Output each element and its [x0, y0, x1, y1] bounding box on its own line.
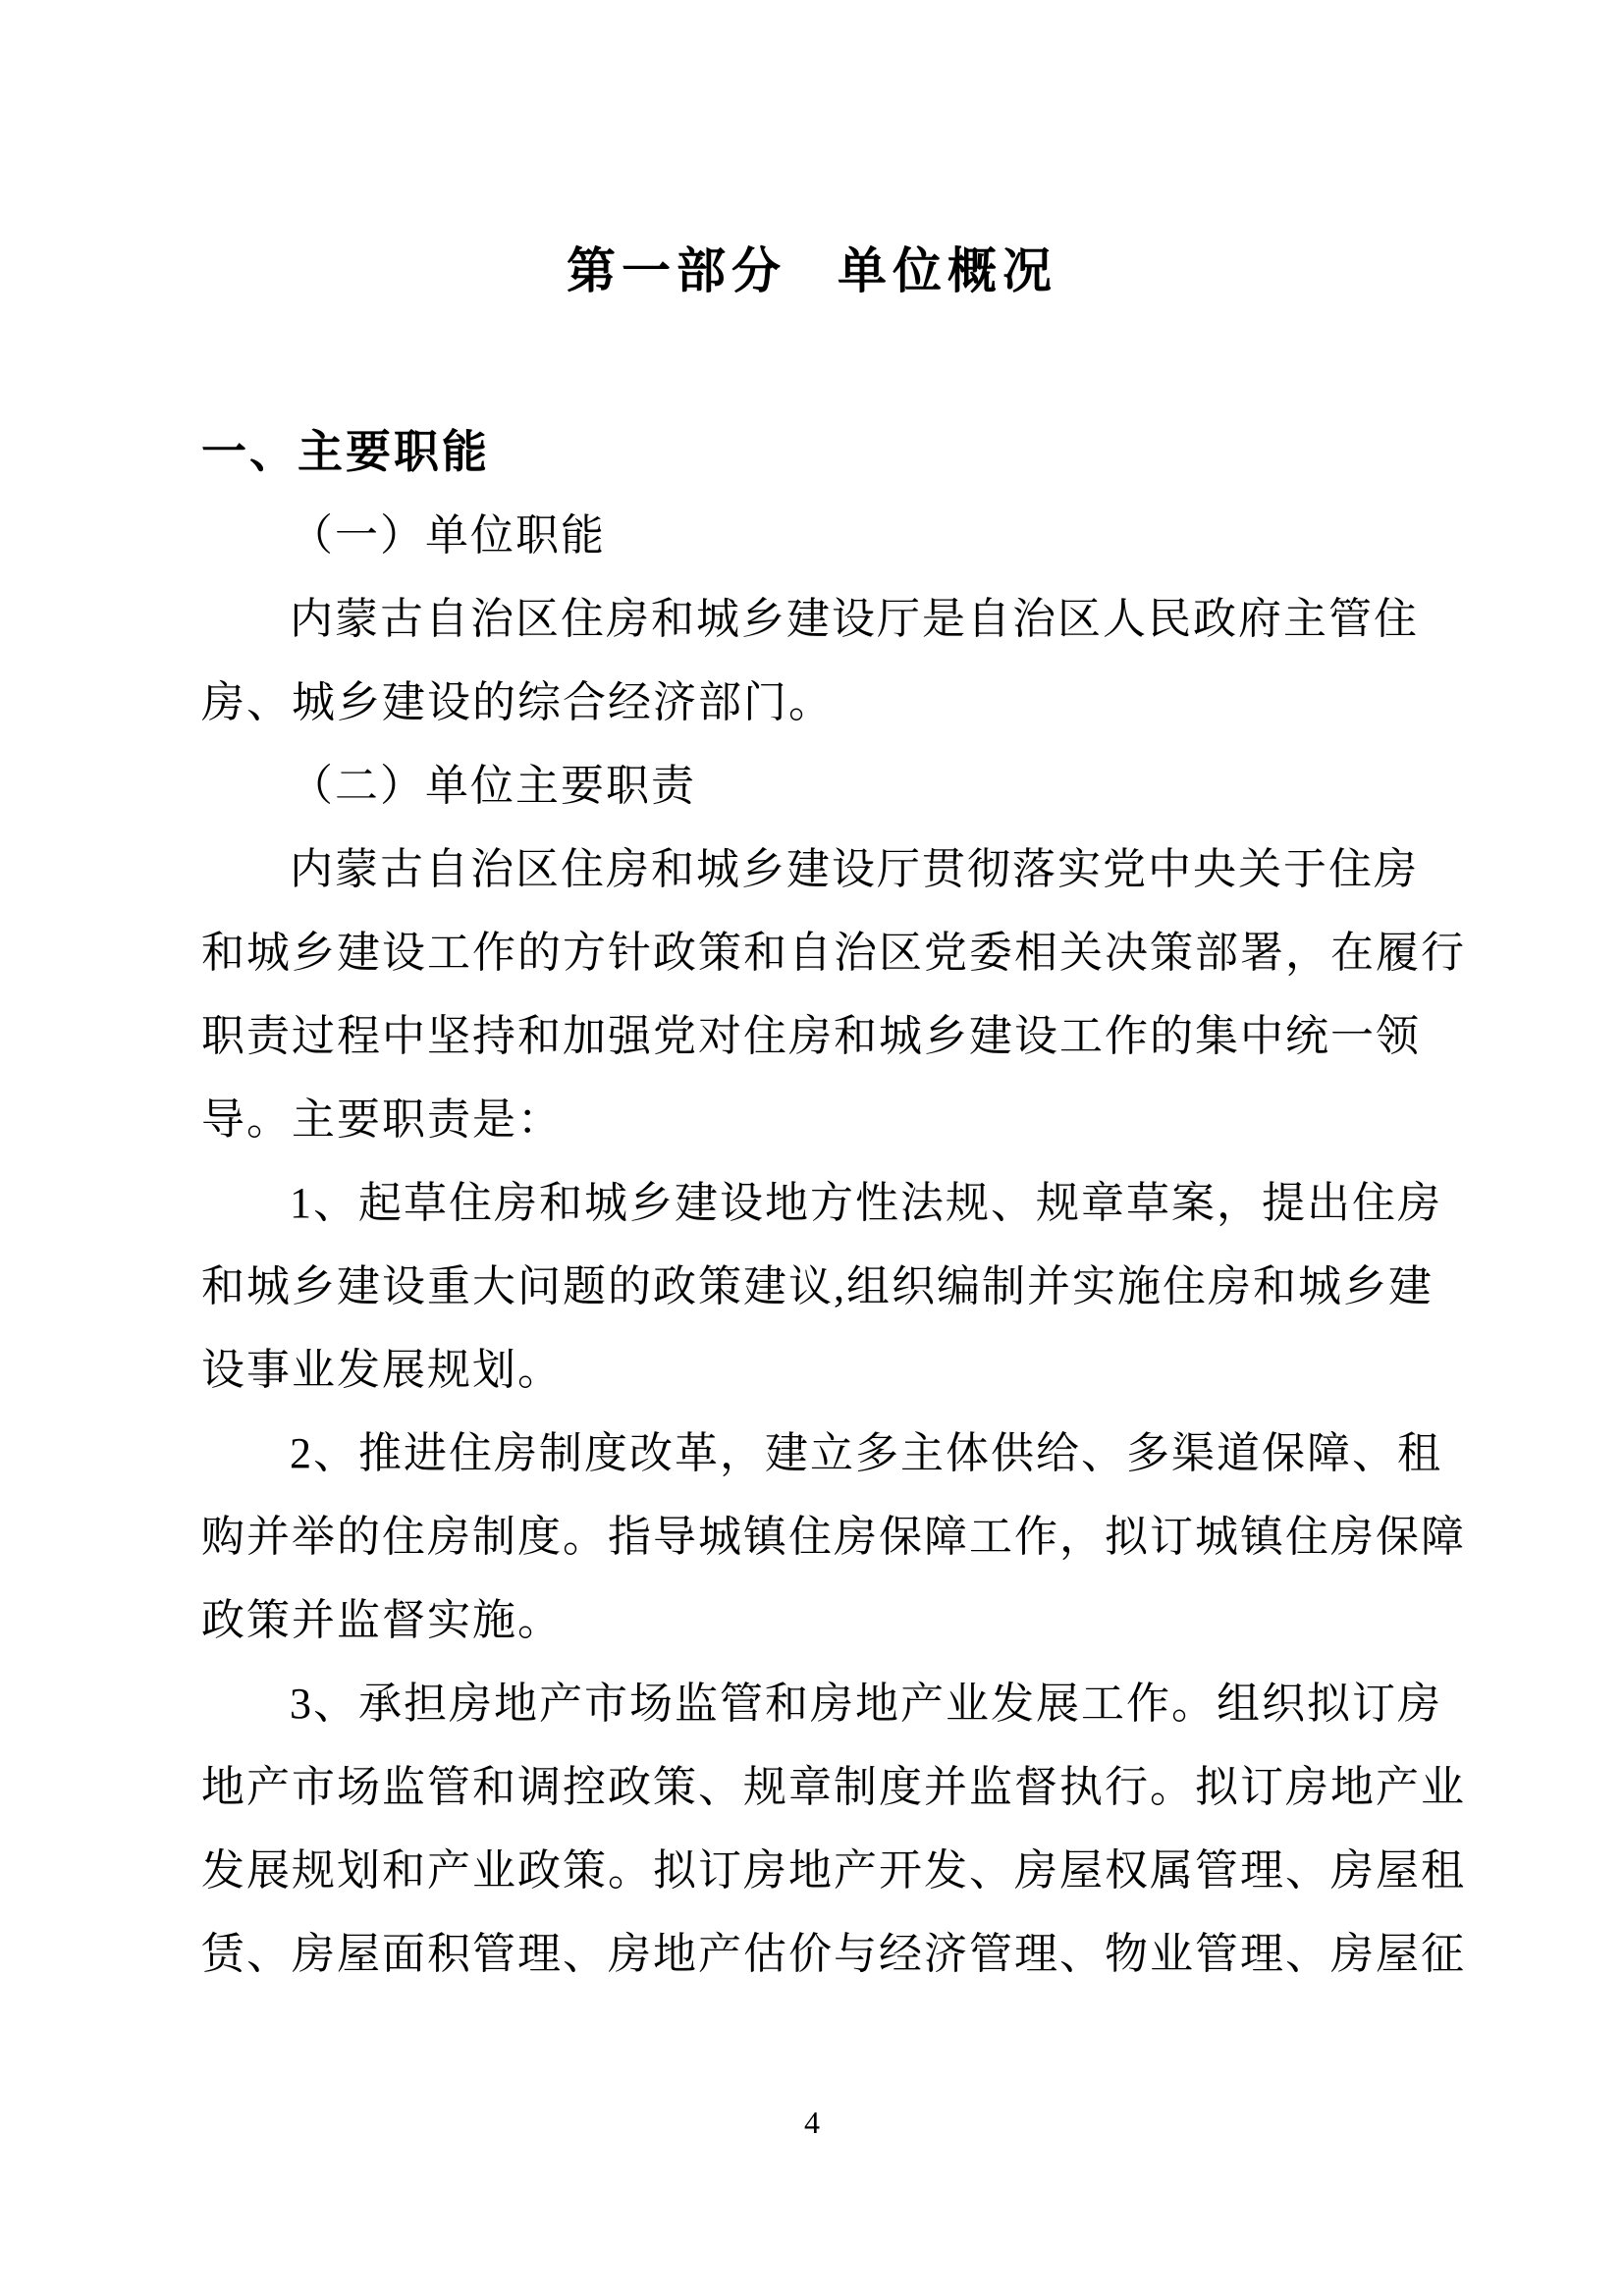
page-title: [0, 239, 1624, 303]
body-line: 导。主要职责是：: [201, 1095, 563, 1144]
duty-item-2-line: 2、推进住房制度改革，建立多主体供给、多渠道保障、租: [290, 1429, 1442, 1477]
duty-item-3-line: 3、承担房地产市场监管和房地产业发展工作。组织拟订房: [290, 1680, 1442, 1728]
duty-item-1-line: 1、起草住房和城乡建设地方性法规、规章草案，提出住房: [290, 1179, 1442, 1227]
duty-item-2-line: 购并举的住房制度。指导城镇住房保障工作，拟订城镇住房保障: [201, 1513, 1466, 1561]
subheading-unit-duties: （二）单位主要职责: [290, 762, 696, 810]
heading-main-functions: 一、主要职能: [201, 426, 490, 477]
page-title-part2: 单位概况: [838, 243, 1057, 298]
page-number: 4: [804, 2105, 820, 2140]
duty-item-2-line: 政策并监督实施。: [201, 1596, 563, 1644]
body-line: 内蒙古自治区住房和城乡建设厅贯彻落实党中央关于住房: [290, 845, 1419, 893]
body-line: 职责过程中坚持和加强党对住房和城乡建设工作的集中统一领: [201, 1012, 1421, 1060]
duty-item-3-line: 赁、房屋面积管理、房地产估价与经济管理、物业管理、房屋征: [201, 1930, 1466, 1978]
body-line: 房、城乡建设的综合经济部门。: [201, 678, 834, 726]
document-body: [201, 410, 1466, 1996]
duty-item-1-line: 和城乡建设重大问题的政策建议,组织编制并实施住房和城乡建: [201, 1262, 1434, 1310]
duty-item-3-line: 发展规划和产业政策。拟订房地产开发、房屋权属管理、房屋租: [201, 1846, 1466, 1895]
body-line: 内蒙古自治区住房和城乡建设厅是自治区人民政府主管住: [290, 595, 1419, 643]
page-title-part1: 第一部分: [567, 243, 786, 298]
duty-item-1-line: 设事业发展规划。: [201, 1346, 563, 1394]
subheading-unit-functions: （一）单位职能: [290, 511, 606, 560]
body-line: 和城乡建设工作的方针政策和自治区党委相关决策部署，在履行: [201, 929, 1466, 977]
duty-item-3-line: 地产市场监管和调控政策、规章制度并监督执行。拟订房地产业: [201, 1763, 1466, 1811]
